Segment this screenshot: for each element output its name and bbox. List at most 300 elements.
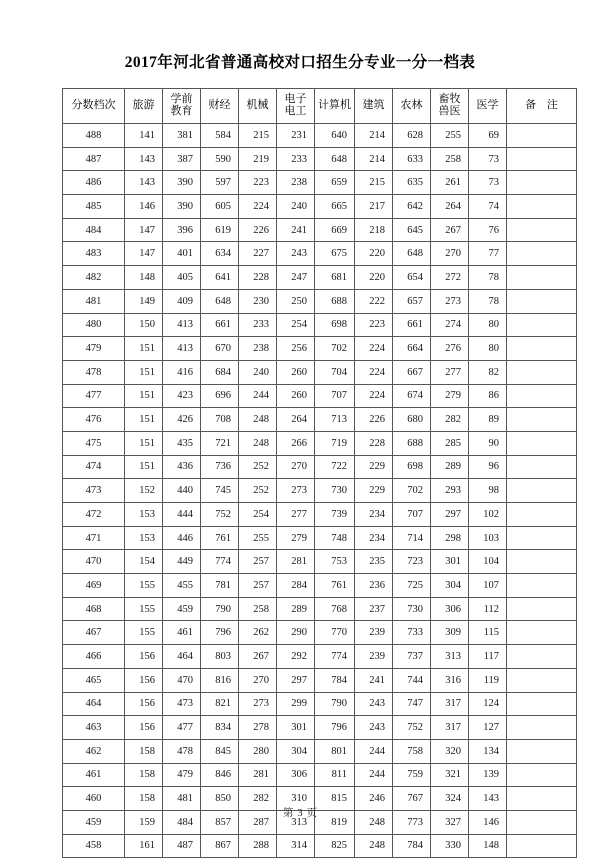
cell-remark xyxy=(507,147,577,171)
cell-tourism: 154 xyxy=(125,550,163,574)
cell-agriculture: 648 xyxy=(393,242,431,266)
cell-machinery: 280 xyxy=(239,739,277,763)
cell-computer: 640 xyxy=(315,124,355,148)
cell-score: 473 xyxy=(63,479,125,503)
cell-preschool: 444 xyxy=(163,503,201,527)
table-row xyxy=(63,479,577,503)
cell-electronics: 233 xyxy=(277,147,315,171)
cell-medicine: 124 xyxy=(469,692,507,716)
table-row xyxy=(63,692,577,716)
cell-medicine: 139 xyxy=(469,763,507,787)
cell-electronics: 254 xyxy=(277,313,315,337)
cell-architecture: 218 xyxy=(355,218,393,242)
cell-tourism: 156 xyxy=(125,692,163,716)
table-row xyxy=(63,147,577,171)
cell-agriculture: 667 xyxy=(393,360,431,384)
cell-agriculture: 767 xyxy=(393,787,431,811)
cell-computer: 784 xyxy=(315,668,355,692)
cell-remark xyxy=(507,408,577,432)
cell-electronics: 289 xyxy=(277,597,315,621)
table-row xyxy=(63,503,577,527)
cell-agriculture: 688 xyxy=(393,431,431,455)
table-row xyxy=(63,455,577,479)
cell-finance: 648 xyxy=(201,289,239,313)
cell-animal_husbandry: 316 xyxy=(431,668,469,692)
cell-finance: 721 xyxy=(201,431,239,455)
cell-score: 459 xyxy=(63,810,125,834)
cell-score: 482 xyxy=(63,266,125,290)
cell-medicine: 134 xyxy=(469,739,507,763)
cell-electronics: 266 xyxy=(277,431,315,455)
cell-medicine: 96 xyxy=(469,455,507,479)
cell-finance: 857 xyxy=(201,810,239,834)
cell-score: 480 xyxy=(63,313,125,337)
cell-computer: 774 xyxy=(315,645,355,669)
cell-preschool: 396 xyxy=(163,218,201,242)
cell-machinery: 228 xyxy=(239,266,277,290)
cell-score: 460 xyxy=(63,787,125,811)
cell-machinery: 226 xyxy=(239,218,277,242)
cell-architecture: 235 xyxy=(355,550,393,574)
cell-computer: 659 xyxy=(315,171,355,195)
cell-computer: 811 xyxy=(315,763,355,787)
cell-medicine: 78 xyxy=(469,289,507,313)
cell-animal_husbandry: 277 xyxy=(431,360,469,384)
cell-architecture: 224 xyxy=(355,384,393,408)
cell-finance: 641 xyxy=(201,266,239,290)
cell-preschool: 413 xyxy=(163,313,201,337)
cell-tourism: 153 xyxy=(125,503,163,527)
cell-medicine: 73 xyxy=(469,147,507,171)
table-body xyxy=(63,124,577,858)
cell-animal_husbandry: 264 xyxy=(431,195,469,219)
cell-tourism: 151 xyxy=(125,360,163,384)
cell-architecture: 248 xyxy=(355,834,393,858)
cell-agriculture: 773 xyxy=(393,810,431,834)
cell-animal_husbandry: 258 xyxy=(431,147,469,171)
cell-finance: 590 xyxy=(201,147,239,171)
column-header-agriculture xyxy=(393,89,431,124)
cell-remark xyxy=(507,550,577,574)
cell-preschool: 479 xyxy=(163,763,201,787)
cell-score: 470 xyxy=(63,550,125,574)
cell-electronics: 260 xyxy=(277,384,315,408)
cell-tourism: 143 xyxy=(125,147,163,171)
cell-electronics: 264 xyxy=(277,408,315,432)
cell-tourism: 155 xyxy=(125,574,163,598)
cell-electronics: 250 xyxy=(277,289,315,313)
cell-preschool: 426 xyxy=(163,408,201,432)
cell-computer: 688 xyxy=(315,289,355,313)
cell-architecture: 224 xyxy=(355,360,393,384)
cell-machinery: 278 xyxy=(239,716,277,740)
column-header-label: 财经 xyxy=(208,99,231,112)
cell-tourism: 156 xyxy=(125,668,163,692)
page-title: 2017年河北省普通高校对口招生分专业一分一档表 xyxy=(124,54,476,71)
cell-finance: 867 xyxy=(201,834,239,858)
header-row xyxy=(63,89,577,124)
cell-animal_husbandry: 313 xyxy=(431,645,469,669)
cell-electronics: 299 xyxy=(277,692,315,716)
cell-score: 488 xyxy=(63,124,125,148)
cell-preschool: 487 xyxy=(163,834,201,858)
cell-animal_husbandry: 282 xyxy=(431,408,469,432)
cell-score: 464 xyxy=(63,692,125,716)
cell-electronics: 241 xyxy=(277,218,315,242)
cell-machinery: 255 xyxy=(239,526,277,550)
cell-medicine: 82 xyxy=(469,360,507,384)
cell-medicine: 90 xyxy=(469,431,507,455)
cell-medicine: 78 xyxy=(469,266,507,290)
cell-score: 472 xyxy=(63,503,125,527)
cell-preschool: 481 xyxy=(163,787,201,811)
cell-architecture: 234 xyxy=(355,526,393,550)
cell-remark xyxy=(507,763,577,787)
cell-agriculture: 725 xyxy=(393,574,431,598)
cell-machinery: 287 xyxy=(239,810,277,834)
table-row xyxy=(63,645,577,669)
cell-finance: 597 xyxy=(201,171,239,195)
cell-preschool: 387 xyxy=(163,147,201,171)
cell-preschool: 470 xyxy=(163,668,201,692)
cell-remark xyxy=(507,574,577,598)
cell-medicine: 146 xyxy=(469,810,507,834)
cell-animal_husbandry: 317 xyxy=(431,716,469,740)
cell-electronics: 279 xyxy=(277,526,315,550)
cell-remark xyxy=(507,431,577,455)
cell-finance: 619 xyxy=(201,218,239,242)
footer-prefix: 第 xyxy=(282,808,294,819)
cell-machinery: 219 xyxy=(239,147,277,171)
cell-finance: 821 xyxy=(201,692,239,716)
cell-computer: 665 xyxy=(315,195,355,219)
column-header-label-line2: 电工 xyxy=(284,105,307,117)
cell-preschool: 435 xyxy=(163,431,201,455)
cell-tourism: 161 xyxy=(125,834,163,858)
cell-machinery: 257 xyxy=(239,574,277,598)
cell-machinery: 252 xyxy=(239,479,277,503)
cell-architecture: 248 xyxy=(355,810,393,834)
cell-architecture: 217 xyxy=(355,195,393,219)
cell-tourism: 150 xyxy=(125,313,163,337)
cell-computer: 669 xyxy=(315,218,355,242)
cell-remark xyxy=(507,716,577,740)
footer-suffix: 页 xyxy=(306,808,318,819)
column-header-label-line2: 教育 xyxy=(170,105,193,117)
column-header-label-line2: 兽医 xyxy=(438,105,461,117)
cell-architecture: 244 xyxy=(355,739,393,763)
cell-electronics: 281 xyxy=(277,550,315,574)
cell-agriculture: 730 xyxy=(393,597,431,621)
page-number: 3 xyxy=(297,808,303,819)
cell-tourism: 149 xyxy=(125,289,163,313)
cell-machinery: 248 xyxy=(239,431,277,455)
cell-remark xyxy=(507,242,577,266)
cell-score: 476 xyxy=(63,408,125,432)
cell-architecture: 222 xyxy=(355,289,393,313)
cell-remark xyxy=(507,360,577,384)
column-header-machinery xyxy=(239,89,277,124)
page-footer xyxy=(0,805,600,820)
cell-agriculture: 723 xyxy=(393,550,431,574)
cell-agriculture: 664 xyxy=(393,337,431,361)
cell-architecture: 243 xyxy=(355,692,393,716)
cell-score: 483 xyxy=(63,242,125,266)
cell-animal_husbandry: 309 xyxy=(431,621,469,645)
cell-machinery: 267 xyxy=(239,645,277,669)
cell-animal_husbandry: 301 xyxy=(431,550,469,574)
cell-architecture: 224 xyxy=(355,337,393,361)
score-distribution-table xyxy=(62,88,577,858)
cell-medicine: 86 xyxy=(469,384,507,408)
cell-animal_husbandry: 255 xyxy=(431,124,469,148)
cell-remark xyxy=(507,124,577,148)
cell-architecture: 226 xyxy=(355,408,393,432)
cell-animal_husbandry: 324 xyxy=(431,787,469,811)
table-row xyxy=(63,313,577,337)
cell-electronics: 238 xyxy=(277,171,315,195)
cell-preschool: 416 xyxy=(163,360,201,384)
cell-finance: 846 xyxy=(201,763,239,787)
cell-finance: 708 xyxy=(201,408,239,432)
column-header-remark xyxy=(507,89,577,124)
cell-computer: 698 xyxy=(315,313,355,337)
cell-machinery: 248 xyxy=(239,408,277,432)
cell-preschool: 390 xyxy=(163,195,201,219)
cell-remark xyxy=(507,384,577,408)
cell-architecture: 228 xyxy=(355,431,393,455)
cell-computer: 770 xyxy=(315,621,355,645)
cell-electronics: 313 xyxy=(277,810,315,834)
table-row xyxy=(63,124,577,148)
cell-preschool: 390 xyxy=(163,171,201,195)
cell-score: 486 xyxy=(63,171,125,195)
cell-machinery: 258 xyxy=(239,597,277,621)
cell-agriculture: 784 xyxy=(393,834,431,858)
cell-agriculture: 698 xyxy=(393,455,431,479)
cell-preschool: 409 xyxy=(163,289,201,313)
cell-animal_husbandry: 267 xyxy=(431,218,469,242)
cell-agriculture: 657 xyxy=(393,289,431,313)
cell-score: 469 xyxy=(63,574,125,598)
column-header-preschool xyxy=(163,89,201,124)
cell-computer: 815 xyxy=(315,787,355,811)
table-row xyxy=(63,668,577,692)
cell-preschool: 423 xyxy=(163,384,201,408)
cell-machinery: 215 xyxy=(239,124,277,148)
cell-computer: 825 xyxy=(315,834,355,858)
table-row xyxy=(63,408,577,432)
column-header-architecture xyxy=(355,89,393,124)
cell-agriculture: 661 xyxy=(393,313,431,337)
score-table-container xyxy=(62,88,562,858)
cell-score: 485 xyxy=(63,195,125,219)
cell-preschool: 478 xyxy=(163,739,201,763)
column-header-label: 农林 xyxy=(400,99,423,112)
cell-computer: 739 xyxy=(315,503,355,527)
cell-tourism: 147 xyxy=(125,218,163,242)
cell-animal_husbandry: 272 xyxy=(431,266,469,290)
cell-architecture: 237 xyxy=(355,597,393,621)
cell-machinery: 238 xyxy=(239,337,277,361)
cell-preschool: 405 xyxy=(163,266,201,290)
cell-finance: 661 xyxy=(201,313,239,337)
cell-remark xyxy=(507,313,577,337)
cell-tourism: 153 xyxy=(125,526,163,550)
cell-electronics: 273 xyxy=(277,479,315,503)
column-header-label: 建筑 xyxy=(362,99,385,112)
cell-remark xyxy=(507,621,577,645)
cell-score: 463 xyxy=(63,716,125,740)
cell-computer: 761 xyxy=(315,574,355,598)
cell-finance: 803 xyxy=(201,645,239,669)
cell-computer: 768 xyxy=(315,597,355,621)
cell-remark xyxy=(507,479,577,503)
cell-finance: 845 xyxy=(201,739,239,763)
cell-tourism: 151 xyxy=(125,408,163,432)
cell-preschool: 459 xyxy=(163,597,201,621)
cell-computer: 722 xyxy=(315,455,355,479)
cell-computer: 748 xyxy=(315,526,355,550)
cell-score: 478 xyxy=(63,360,125,384)
cell-animal_husbandry: 306 xyxy=(431,597,469,621)
column-header-finance xyxy=(201,89,239,124)
cell-finance: 781 xyxy=(201,574,239,598)
cell-score: 484 xyxy=(63,218,125,242)
cell-animal_husbandry: 304 xyxy=(431,574,469,598)
cell-tourism: 158 xyxy=(125,763,163,787)
cell-finance: 736 xyxy=(201,455,239,479)
cell-preschool: 440 xyxy=(163,479,201,503)
cell-architecture: 215 xyxy=(355,171,393,195)
column-header-medicine xyxy=(469,89,507,124)
cell-medicine: 73 xyxy=(469,171,507,195)
cell-remark xyxy=(507,739,577,763)
table-row xyxy=(63,171,577,195)
cell-finance: 752 xyxy=(201,503,239,527)
cell-tourism: 141 xyxy=(125,124,163,148)
cell-tourism: 159 xyxy=(125,810,163,834)
cell-remark xyxy=(507,645,577,669)
cell-architecture: 220 xyxy=(355,242,393,266)
cell-tourism: 148 xyxy=(125,266,163,290)
cell-tourism: 147 xyxy=(125,242,163,266)
cell-remark xyxy=(507,195,577,219)
column-header-label: 医学 xyxy=(476,99,499,112)
cell-machinery: 240 xyxy=(239,360,277,384)
cell-medicine: 69 xyxy=(469,124,507,148)
cell-tourism: 151 xyxy=(125,455,163,479)
cell-remark xyxy=(507,337,577,361)
cell-remark xyxy=(507,692,577,716)
cell-animal_husbandry: 297 xyxy=(431,503,469,527)
cell-medicine: 103 xyxy=(469,526,507,550)
cell-tourism: 156 xyxy=(125,716,163,740)
cell-score: 479 xyxy=(63,337,125,361)
cell-finance: 796 xyxy=(201,621,239,645)
cell-electronics: 260 xyxy=(277,360,315,384)
cell-architecture: 241 xyxy=(355,668,393,692)
cell-machinery: 270 xyxy=(239,668,277,692)
cell-tourism: 146 xyxy=(125,195,163,219)
cell-animal_husbandry: 274 xyxy=(431,313,469,337)
cell-preschool: 401 xyxy=(163,242,201,266)
cell-tourism: 155 xyxy=(125,597,163,621)
cell-computer: 819 xyxy=(315,810,355,834)
cell-electronics: 256 xyxy=(277,337,315,361)
column-header-label: 学前 xyxy=(170,93,193,106)
table-row xyxy=(63,716,577,740)
cell-medicine: 102 xyxy=(469,503,507,527)
cell-finance: 745 xyxy=(201,479,239,503)
cell-score: 468 xyxy=(63,597,125,621)
cell-architecture: 229 xyxy=(355,455,393,479)
cell-medicine: 119 xyxy=(469,668,507,692)
table-row xyxy=(63,266,577,290)
cell-finance: 774 xyxy=(201,550,239,574)
cell-medicine: 74 xyxy=(469,195,507,219)
cell-animal_husbandry: 261 xyxy=(431,171,469,195)
cell-finance: 634 xyxy=(201,242,239,266)
column-header-score xyxy=(63,89,125,124)
cell-machinery: 282 xyxy=(239,787,277,811)
table-row xyxy=(63,195,577,219)
column-header-electronics xyxy=(277,89,315,124)
cell-machinery: 230 xyxy=(239,289,277,313)
cell-machinery: 233 xyxy=(239,313,277,337)
cell-computer: 719 xyxy=(315,431,355,455)
cell-remark xyxy=(507,289,577,313)
cell-electronics: 270 xyxy=(277,455,315,479)
table-header xyxy=(63,89,577,124)
cell-finance: 816 xyxy=(201,668,239,692)
cell-preschool: 446 xyxy=(163,526,201,550)
cell-architecture: 214 xyxy=(355,147,393,171)
cell-remark xyxy=(507,668,577,692)
cell-finance: 696 xyxy=(201,384,239,408)
cell-electronics: 306 xyxy=(277,763,315,787)
table-row xyxy=(63,360,577,384)
table-row xyxy=(63,289,577,313)
cell-medicine: 107 xyxy=(469,574,507,598)
cell-agriculture: 714 xyxy=(393,526,431,550)
cell-animal_husbandry: 279 xyxy=(431,384,469,408)
cell-agriculture: 707 xyxy=(393,503,431,527)
cell-computer: 801 xyxy=(315,739,355,763)
cell-preschool: 477 xyxy=(163,716,201,740)
cell-score: 462 xyxy=(63,739,125,763)
cell-architecture: 236 xyxy=(355,574,393,598)
cell-machinery: 244 xyxy=(239,384,277,408)
cell-architecture: 246 xyxy=(355,787,393,811)
cell-finance: 684 xyxy=(201,360,239,384)
cell-agriculture: 628 xyxy=(393,124,431,148)
cell-score: 477 xyxy=(63,384,125,408)
cell-remark xyxy=(507,526,577,550)
column-header-label: 电子 xyxy=(284,93,307,106)
cell-electronics: 284 xyxy=(277,574,315,598)
cell-computer: 796 xyxy=(315,716,355,740)
cell-remark xyxy=(507,218,577,242)
cell-medicine: 89 xyxy=(469,408,507,432)
cell-animal_husbandry: 285 xyxy=(431,431,469,455)
cell-animal_husbandry: 327 xyxy=(431,810,469,834)
cell-score: 461 xyxy=(63,763,125,787)
cell-medicine: 80 xyxy=(469,337,507,361)
cell-computer: 675 xyxy=(315,242,355,266)
table-row xyxy=(63,242,577,266)
cell-preschool: 484 xyxy=(163,810,201,834)
